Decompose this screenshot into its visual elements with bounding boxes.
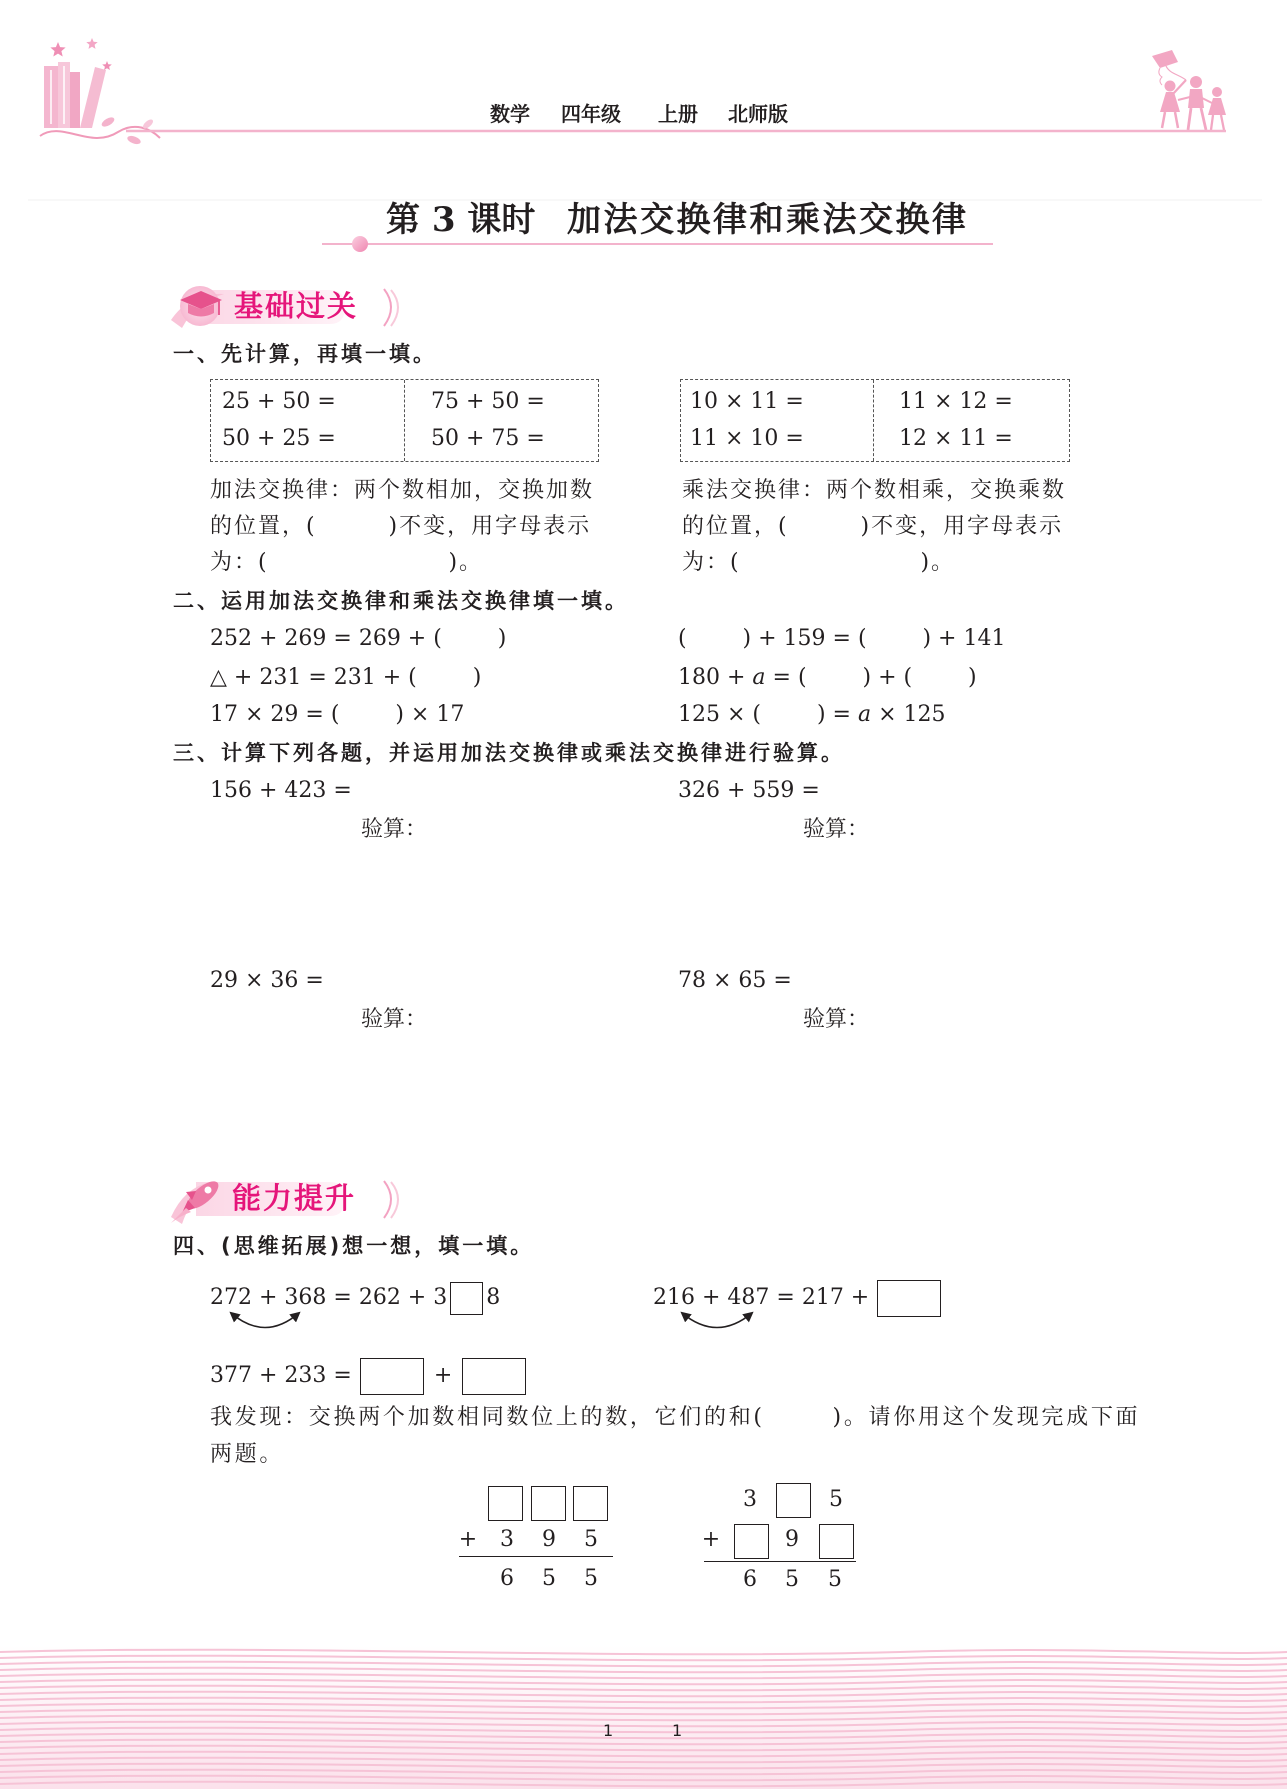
box-divider	[404, 380, 405, 461]
q2-heading: 二、运用加法交换律和乘法交换律填一填。	[173, 589, 629, 613]
expression: 50 + 25 =	[222, 426, 336, 451]
addition-law-text: 为：( )。	[210, 550, 484, 575]
multiplication-law-text: 的位置，( )不变，用字母表示	[682, 514, 1064, 539]
check-label: 验算：	[803, 1007, 870, 1032]
variable-a: a	[857, 702, 872, 727]
digit: 5	[829, 1487, 843, 1512]
digit: 3	[500, 1527, 514, 1552]
expr-part: = ( ) + ( )	[765, 665, 977, 690]
digit-box	[734, 1524, 769, 1559]
multiplication-law-text: 乘法交换律：两个数相乘，交换乘数	[682, 478, 1067, 503]
header-grade: 四年级	[561, 102, 621, 126]
digit-box	[488, 1486, 523, 1521]
books-logo-icon	[40, 38, 160, 146]
equation-text: 377 + 233 =	[210, 1363, 352, 1388]
fill-expression	[678, 665, 977, 691]
page-number: 1	[672, 1721, 683, 1740]
calc-problem: 326 + 559 =	[678, 778, 820, 803]
swap-equation-1	[210, 1278, 500, 1318]
discovery-text: 两题。	[210, 1442, 285, 1467]
q4-heading: 四、(思维拓展)想一想，填一填。	[173, 1234, 535, 1258]
box-divider	[873, 380, 874, 461]
swap-equation-3	[210, 1356, 526, 1396]
discovery-text: 我发现：交换两个加数相同数位上的数，它们的和( )。请你用这个发现完成下面	[210, 1405, 1141, 1430]
q3-heading: 三、计算下列各题，并运用加法交换律或乘法交换律进行验算。	[173, 741, 845, 765]
expression: 11 × 10 =	[690, 426, 804, 451]
answer-box	[360, 1358, 424, 1395]
fill-expression: △ + 231 = 231 + ( )	[210, 665, 482, 690]
check-label: 验算：	[361, 1007, 428, 1032]
star-icon	[50, 42, 65, 57]
star-icon	[86, 38, 97, 49]
digit: 5	[785, 1567, 799, 1592]
addition-law-text: 的位置，( )不变，用字母表示	[210, 514, 592, 539]
expr-part: × 125	[871, 702, 946, 727]
digit: 9	[542, 1527, 556, 1552]
sum-line	[459, 1556, 613, 1557]
expr-part: 180 +	[678, 665, 753, 690]
header-volume: 上册	[658, 102, 698, 126]
header-subject: 数学	[490, 102, 530, 126]
multiplication-law-text: 为：( )。	[682, 550, 956, 575]
operator: +	[701, 1527, 721, 1552]
header-edition: 北师版	[728, 102, 788, 126]
swap-equation-2	[653, 1278, 941, 1318]
expression: 10 × 11 =	[690, 389, 804, 414]
calc-problem: 29 × 36 =	[210, 968, 324, 993]
plus-sign: +	[433, 1363, 453, 1388]
variable-a: a	[752, 665, 766, 690]
calc-problem: 156 + 423 =	[210, 778, 352, 803]
equation-text: 272 + 368 = 262 + 3	[210, 1285, 448, 1310]
children-kite-icon	[1152, 50, 1226, 130]
page-number: 1	[603, 1721, 614, 1740]
fill-expression	[678, 702, 946, 728]
operator: +	[458, 1527, 478, 1552]
digit: 6	[743, 1567, 757, 1592]
lesson-number: 第 3 课时	[386, 200, 536, 240]
expr-part: 125 × ( ) =	[678, 702, 858, 727]
calc-problem: 78 × 65 =	[678, 968, 792, 993]
answer-box	[462, 1358, 526, 1395]
sum-line	[704, 1561, 856, 1562]
digit-box	[776, 1483, 811, 1518]
addition-law-text: 加法交换律：两个数相加，交换加数	[210, 478, 595, 503]
section-ability-label: 能力提升	[232, 1181, 357, 1215]
digit: 5	[584, 1566, 598, 1591]
digit-box	[573, 1486, 608, 1521]
expression: 75 + 50 =	[431, 389, 545, 414]
digit-box	[531, 1486, 566, 1521]
digit: 9	[785, 1527, 799, 1552]
page-title: 加法交换律和乘法交换律	[567, 200, 969, 240]
expression: 25 + 50 =	[222, 389, 336, 414]
fill-expression: ( ) + 159 = ( ) + 141	[678, 626, 1006, 651]
digit: 3	[743, 1487, 757, 1512]
title-dot-icon	[352, 236, 368, 252]
digit: 6	[500, 1566, 514, 1591]
answer-box	[877, 1280, 941, 1317]
digit: 5	[542, 1566, 556, 1591]
expression: 11 × 12 =	[899, 389, 1013, 414]
expression: 50 + 75 =	[431, 426, 545, 451]
section-basic-label: 基础过关	[234, 289, 359, 323]
check-label: 验算：	[803, 817, 870, 842]
check-label: 验算：	[361, 817, 428, 842]
digit-box	[819, 1524, 854, 1559]
equation-text: 216 + 487 = 217 +	[653, 1285, 870, 1310]
q1-heading: 一、先计算，再填一填。	[173, 342, 437, 366]
digit: 5	[584, 1527, 598, 1552]
fill-expression: 252 + 269 = 269 + ( )	[210, 626, 507, 651]
digit: 5	[828, 1567, 842, 1592]
equation-text: 8	[486, 1285, 501, 1310]
star-icon	[102, 61, 112, 70]
expression: 12 × 11 =	[899, 426, 1013, 451]
answer-box	[450, 1282, 483, 1315]
fill-expression: 17 × 29 = ( ) × 17	[210, 702, 465, 727]
